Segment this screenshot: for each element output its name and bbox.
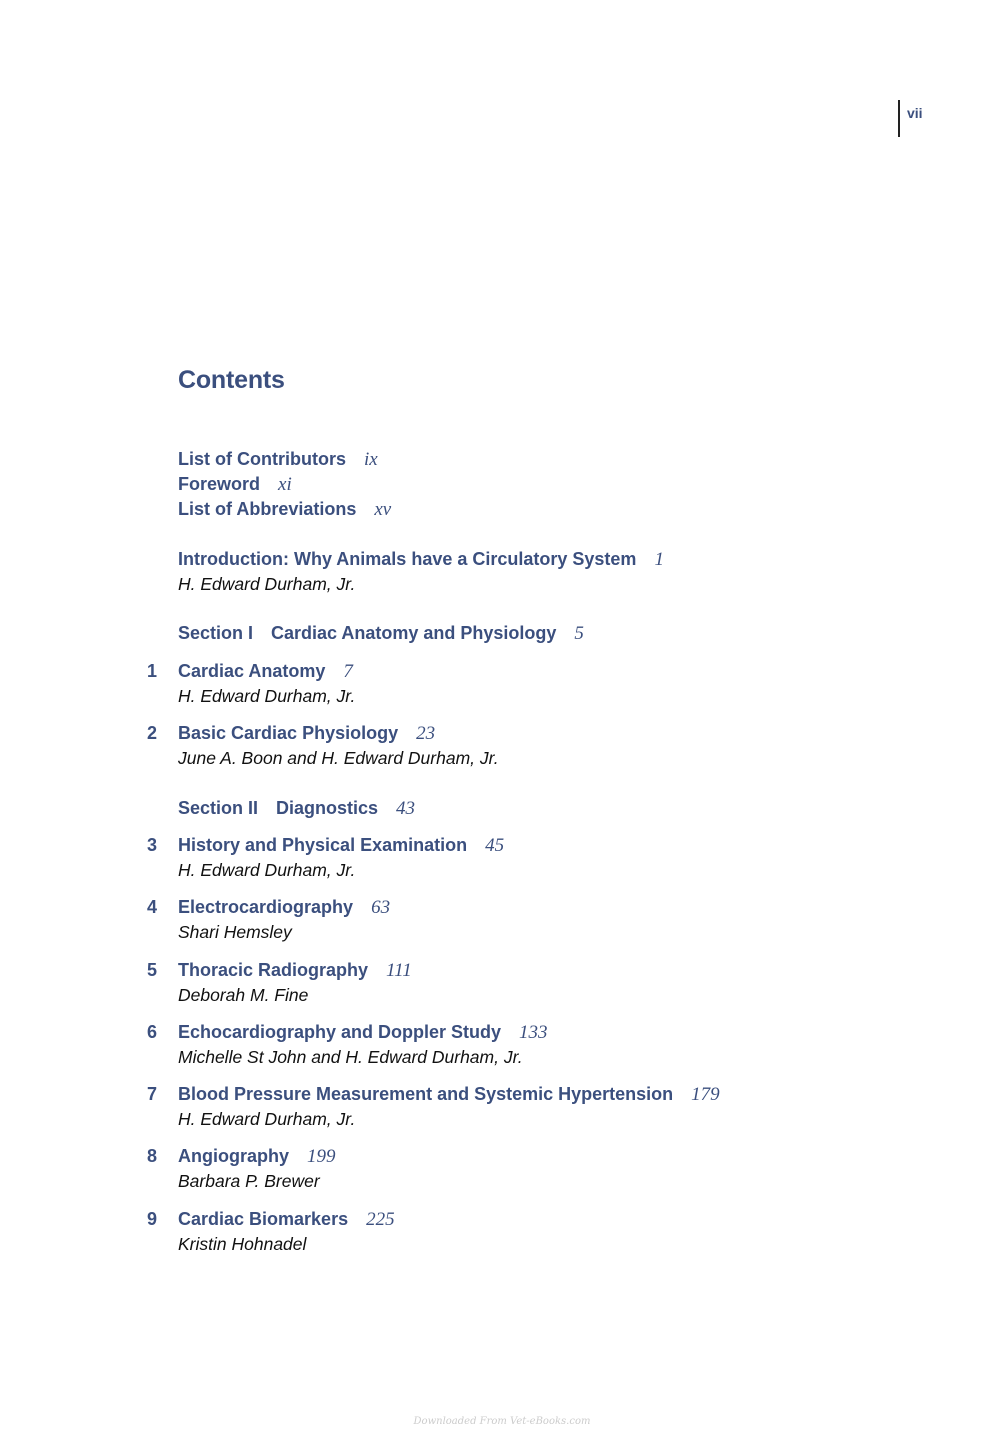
toc-chapter-2[interactable] [178, 722, 435, 745]
toc-entry-contributors[interactable] [178, 448, 378, 471]
chapter-number: 6 [147, 1022, 158, 1042]
toc-section-2[interactable] [178, 797, 415, 820]
chapter-author: H. Edward Durham, Jr. [178, 686, 356, 706]
chapter-page: 199 [307, 1146, 336, 1167]
chapter-author: Kristin Hohnadel [178, 1234, 307, 1254]
chapter-title: History and Physical Examination [178, 835, 468, 855]
chapter-page: 23 [416, 723, 436, 744]
section-label: Section I [178, 623, 254, 643]
toc-chapter-1[interactable] [178, 660, 353, 683]
chapter-title: Echocardiography and Doppler Study [178, 1022, 502, 1042]
toc-entry-page: xi [278, 474, 292, 495]
chapter-author: H. Edward Durham, Jr. [178, 860, 356, 880]
chapter-page: 179 [691, 1084, 720, 1105]
chapter-title: Electrocardiography [178, 897, 354, 917]
toc-entry-title: List of Abbreviations [178, 499, 357, 519]
toc-entry-title: Introduction: Why Animals have a Circulatory System [178, 549, 637, 569]
chapter-author: Deborah M. Fine [178, 985, 309, 1005]
chapter-number: 1 [147, 661, 158, 681]
page-title: Contents [178, 366, 285, 394]
page-number: vii [898, 100, 923, 137]
chapter-page: 63 [371, 897, 391, 918]
chapter-title: Basic Cardiac Physiology [178, 723, 399, 743]
chapter-title: Cardiac Anatomy [178, 661, 326, 681]
chapter-number: 9 [147, 1209, 158, 1229]
toc-chapter-7[interactable] [178, 1083, 720, 1106]
toc-entry-author: H. Edward Durham, Jr. [178, 574, 356, 594]
chapter-title: Angiography [178, 1146, 289, 1166]
toc-entry-introduction[interactable] [178, 548, 664, 571]
toc-chapter-8[interactable] [178, 1145, 336, 1168]
chapter-title: Thoracic Radiography [178, 960, 369, 980]
section-title: Cardiac Anatomy and Physiology [271, 623, 557, 643]
toc-chapter-4[interactable] [178, 896, 390, 919]
chapter-page: 133 [519, 1022, 548, 1043]
chapter-page: 45 [485, 835, 505, 856]
section-label: Section II [178, 798, 259, 818]
chapter-number: 4 [147, 897, 158, 917]
section-page: 43 [396, 798, 416, 819]
toc-entry-page: ix [363, 449, 378, 470]
chapter-page: 225 [366, 1209, 395, 1230]
chapter-author: H. Edward Durham, Jr. [178, 1109, 356, 1129]
toc-chapter-3[interactable] [178, 834, 504, 857]
chapter-number: 7 [147, 1084, 158, 1104]
chapter-number: 2 [147, 723, 158, 743]
chapter-number: 5 [147, 960, 158, 980]
chapter-author: June A. Boon and H. Edward Durham, Jr. [178, 748, 499, 768]
chapter-page: 111 [386, 960, 412, 981]
chapter-author: Michelle St John and H. Edward Durham, Jr. [178, 1047, 523, 1067]
toc-chapter-6[interactable] [178, 1021, 548, 1044]
toc-entry-page: xv [374, 499, 392, 520]
toc-entry-page: 1 [654, 549, 664, 570]
toc-entry-foreword[interactable] [178, 473, 292, 496]
watermark: Downloaded From Vet-eBooks.com [413, 1416, 591, 1427]
chapter-title: Blood Pressure Measurement and Systemic Hypertension [178, 1084, 674, 1104]
chapter-number: 3 [147, 835, 158, 855]
toc-chapter-5[interactable] [178, 959, 412, 982]
chapter-author: Shari Hemsley [178, 922, 292, 942]
chapter-author: Barbara P. Brewer [178, 1171, 320, 1191]
toc-entry-title: Foreword [178, 474, 261, 494]
toc-chapter-9[interactable] [178, 1208, 395, 1231]
chapter-page: 7 [343, 661, 353, 682]
section-page: 5 [574, 623, 584, 644]
toc-section-1[interactable] [178, 622, 584, 645]
chapter-title: Cardiac Biomarkers [178, 1209, 349, 1229]
toc-entry-abbreviations[interactable] [178, 498, 391, 521]
chapter-number: 8 [147, 1146, 158, 1166]
section-title: Diagnostics [276, 798, 379, 818]
toc-entry-title: List of Contributors [178, 449, 346, 469]
